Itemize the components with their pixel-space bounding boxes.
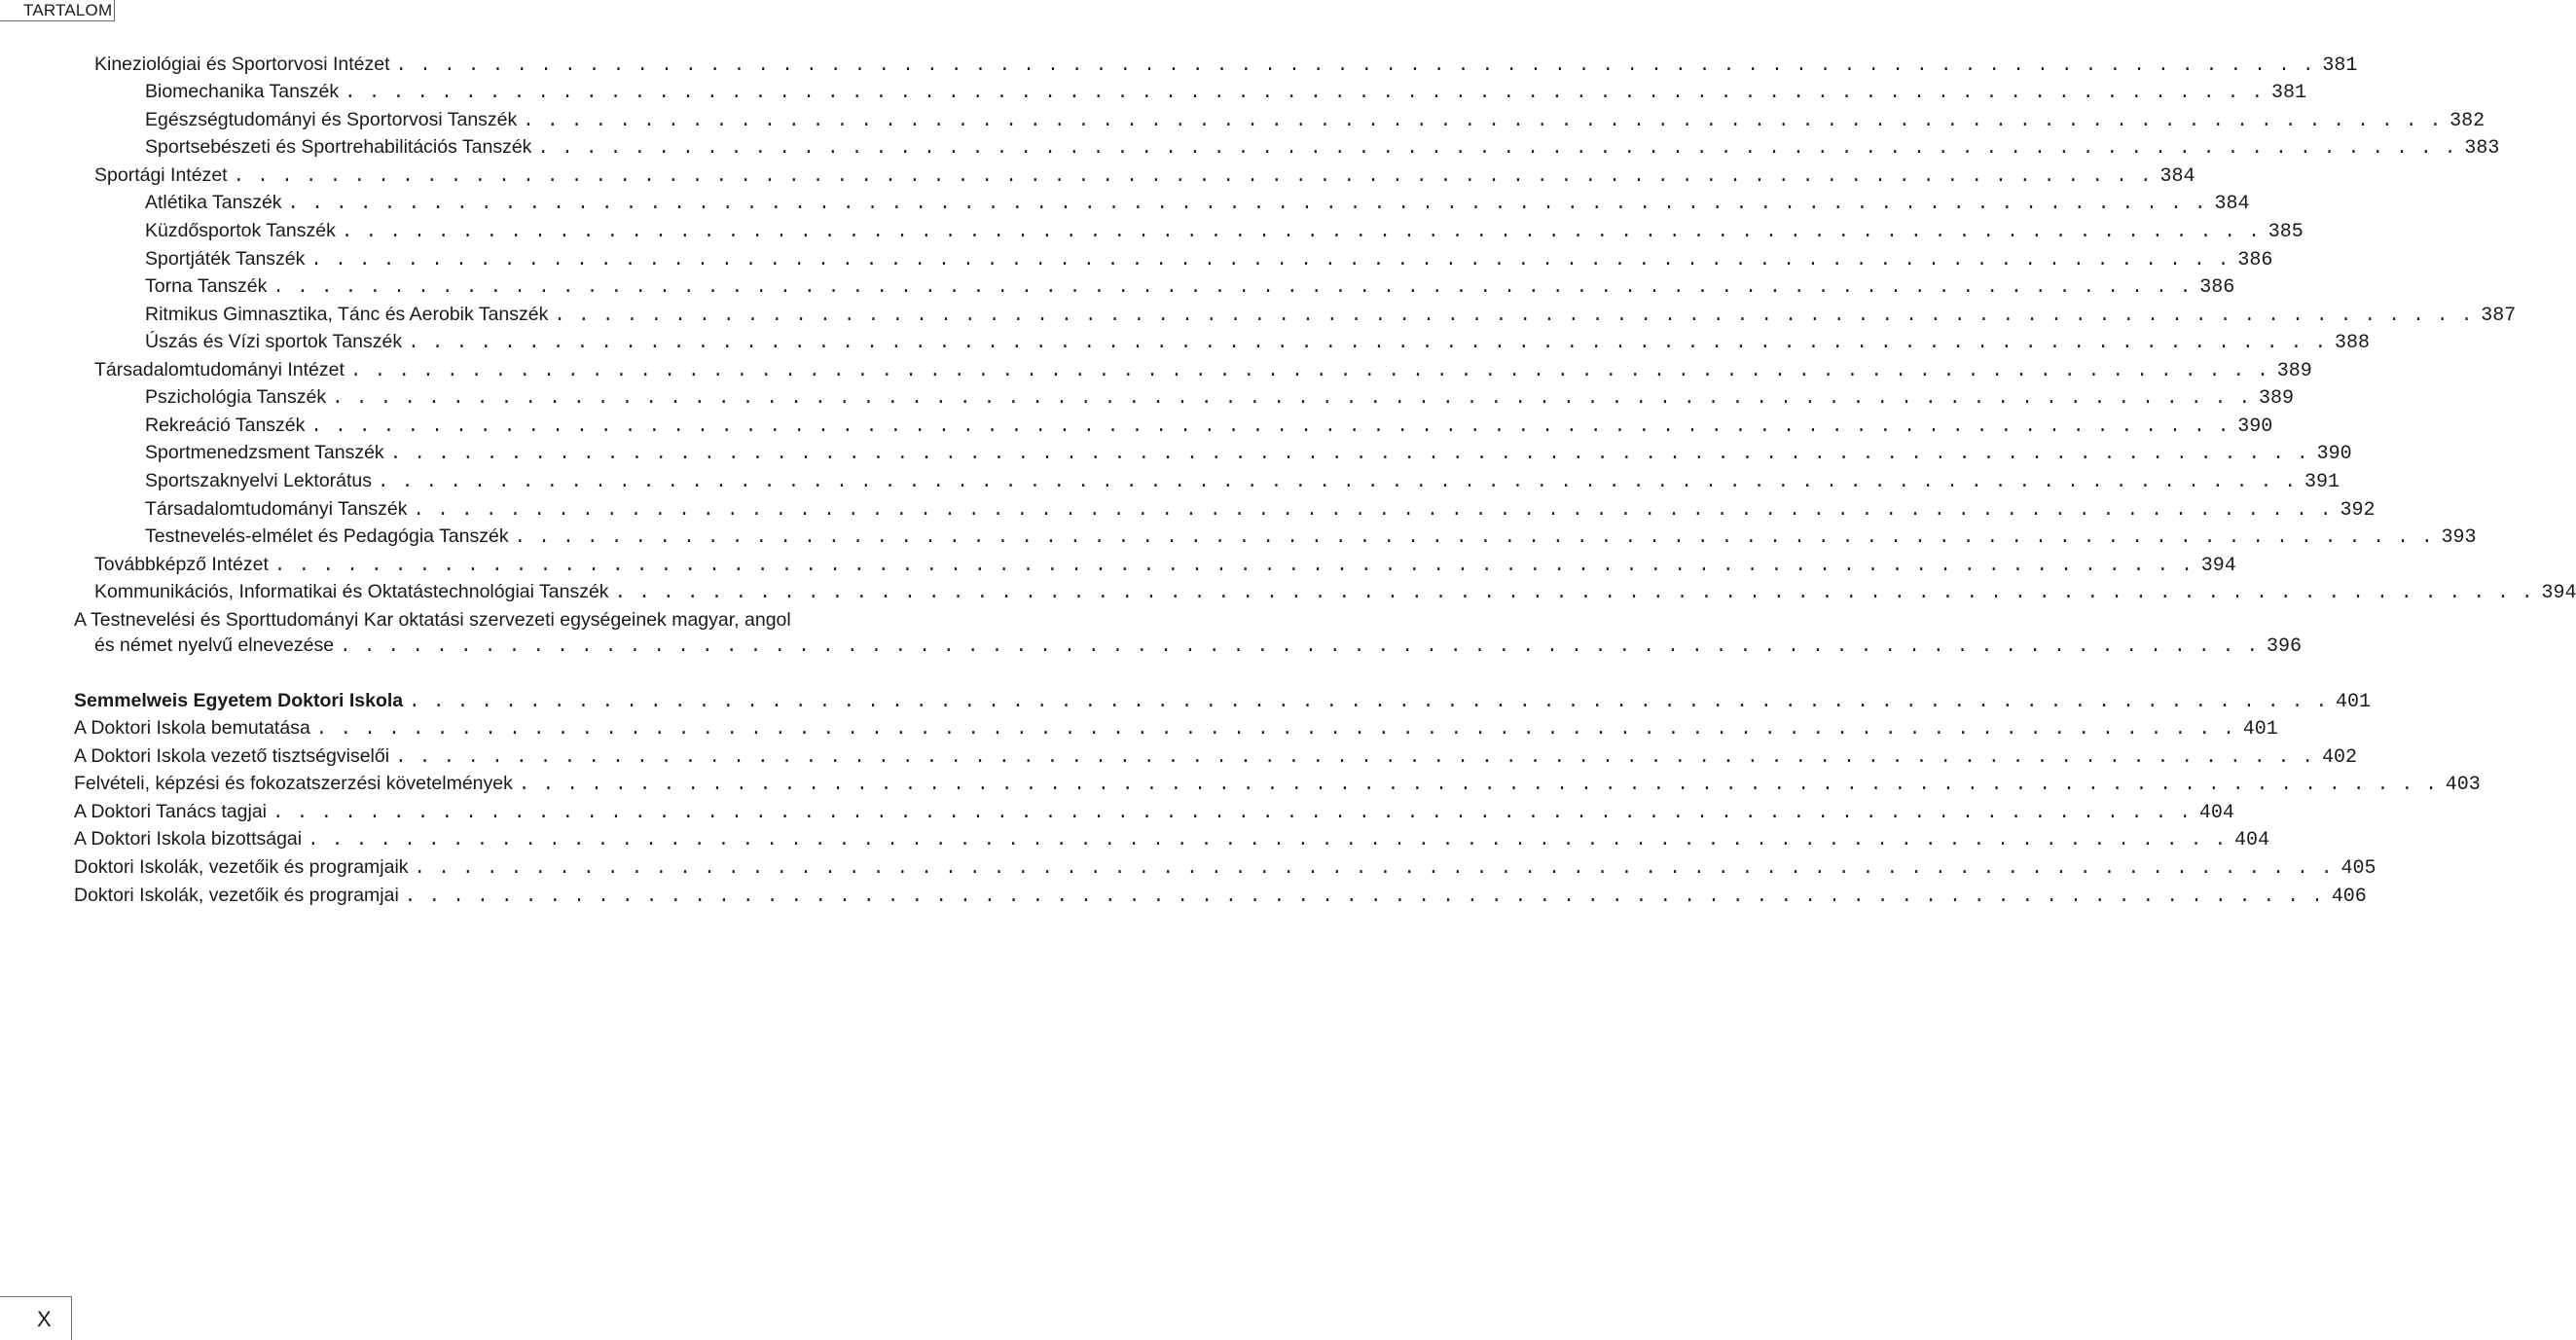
toc-entry-title: Úszás és Vízi sportok Tanszék — [145, 331, 403, 352]
toc-entry-title: Ritmikus Gimnasztika, Tánc és Aerobik Tanszék — [145, 304, 549, 325]
dot-leader: . . . . . . . . . . . . . . . . . . . . . . . . . . . . . . . . . . . . . . . . . . . . . . . . . . . . . . . . . . . . . . . . . . . . . . . . . . . . . . . . — [395, 54, 2315, 76]
toc-entry-title: Továbbképző Intézet — [94, 554, 269, 575]
toc-entry-page: 385 — [2268, 221, 2304, 243]
dot-leader: . . . . . . . . . . . . . . . . . . . . . . . . . . . . . . . . . . . . . . . . . . . . . . . . . . . . . . . . . . . . . . . . . . . . . . . . . . . . . . . . — [272, 276, 2193, 298]
dot-leader: . . . . . . . . . . . . . . . . . . . . . . . . . . . . . . . . . . . . . . . . . . . . . . . . . . . . . . . . . . . . . . . . . . . . . . . . . . . . . . . . — [614, 582, 2534, 603]
toc-entry-title: Sportszaknyelvi Lektorátus — [145, 470, 373, 491]
toc-entry-page: 381 — [2271, 82, 2307, 104]
toc-entry[interactable] — [0, 439, 2352, 467]
toc-entry-title: Sportági Intézet — [94, 164, 228, 186]
toc-entry-title: Kommunikációs, Informatikai és Oktatástechnológiai Tanszék — [94, 581, 609, 602]
toc-entry-page: 396 — [2266, 635, 2302, 658]
toc-entry-title: Doktori Iskolák, vezetőik és programjai — [74, 885, 399, 906]
dot-leader: . . . . . . . . . . . . . . . . . . . . . . . . . . . . . . . . . . . . . . . . . . . . . . . . . . . . . . . . . . . . . . . . . . . . . . . . . . . . . . . . — [413, 499, 2333, 521]
dot-leader: . . . . . . . . . . . . . . . . . . . . . . . . . . . . . . . . . . . . . . . . . . . . . . . . . . . . . . . . . . . . . . . . . . . . . . . . . . . . . . . . — [414, 857, 2334, 879]
dot-leader: . . . . . . . . . . . . . . . . . . . . . . . . . . . . . . . . . . . . . . . . . . . . . . . . . . . . . . . . . . . . . . . . . . . . . . . . . . . . . . . . — [340, 635, 2259, 657]
toc-entry[interactable] — [0, 578, 2576, 606]
toc-entry-page: 390 — [2237, 416, 2273, 438]
toc-entry-title: Társadalomtudományi Intézet — [94, 359, 345, 380]
dot-leader: . . . . . . . . . . . . . . . . . . . . . . . . . . . . . . . . . . . . . . . . . . . . . . . . . . . . . . . . . . . . . . . . . . . . . . . . . . . . . . . . — [273, 555, 2194, 576]
toc-entry-title: Kineziológiai és Sportorvosi Intézet — [94, 54, 390, 75]
dot-leader: . . . . . . . . . . . . . . . . . . . . . . . . . . . . . . . . . . . . . . . . . . . . . . . . . . . . . . . . . . . . . . . . . . . . . . . . . . . . . . . . — [395, 746, 2314, 768]
toc-entry[interactable] — [0, 882, 2367, 910]
dot-leader: . . . . . . . . . . . . . . . . . . . . . . . . . . . . . . . . . . . . . . . . . . . . . . . . . . . . . . . . . . . . . . . . . . . . . . . . . . . . . . . . — [389, 443, 2309, 464]
toc-entry-title: A Doktori Iskola bizottságai — [74, 828, 303, 850]
toc-entry-page: 382 — [2449, 110, 2485, 132]
dot-leader: . . . . . . . . . . . . . . . . . . . . . . . . . . . . . . . . . . . . . . . . . . . . . . . . . . . . . . . . . . . . . . . . . . . . . . . . . . . . . . . . — [408, 332, 2327, 353]
toc-entry-title: Rekreáció Tanszék — [145, 415, 306, 436]
page-number-box — [0, 1296, 72, 1340]
toc-entry-page: 406 — [2331, 886, 2367, 908]
dot-leader: . . . . . . . . . . . . . . . . . . . . . . . . . . . . . . . . . . . . . . . . . . . . . . . . . . . . . . . . . . . . . . . . . . . . . . . . . . . . . . . . — [308, 829, 2228, 851]
toc-entry[interactable] — [0, 162, 2195, 190]
toc-entry[interactable] — [0, 78, 2307, 106]
toc-entry-title: A Doktori Iskola bemutatása — [74, 717, 310, 739]
dot-leader: . . . . . . . . . . . . . . . . . . . . . . . . . . . . . . . . . . . . . . . . . . . . . . . . . . . . . . . . . . . . . . . . . . . . . . . . . . . . . . . . — [341, 221, 2261, 242]
toc-entry[interactable] — [0, 853, 2376, 882]
toc-entry-page: 404 — [2234, 829, 2270, 851]
page-number: X — [37, 1307, 52, 1331]
dot-leader: . . . . . . . . . . . . . . . . . . . . . . . . . . . . . . . . . . . . . . . . . . . . . . . . . . . . . . . . . . . . . . . . . . . . . . . . . . . . . . . . — [554, 305, 2474, 326]
toc-entry[interactable] — [0, 495, 2376, 524]
dot-leader: . . . . . . . . . . . . . . . . . . . . . . . . . . . . . . . . . . . . . . . . . . . . . . . . . . . . . . . . . . . . . . . . . . . . . . . . . . . . . . . . — [345, 82, 2264, 103]
toc-entry[interactable] — [0, 51, 2358, 79]
toc-entry-page: 403 — [2445, 774, 2481, 796]
toc-entry-title: Atlétika Tanszék — [145, 192, 282, 213]
toc-entry-page: 390 — [2316, 443, 2352, 465]
toc-entry[interactable] — [0, 328, 2371, 356]
toc-entry[interactable] — [0, 106, 2485, 134]
toc-entry-page: 381 — [2322, 54, 2358, 77]
toc-entry-page: 404 — [2198, 802, 2234, 824]
dot-leader: . . . . . . . . . . . . . . . . . . . . . . . . . . . . . . . . . . . . . . . . . . . . . . . . . . . . . . . . . . . . . . . . . . . . . . . . . . . . . . . . — [315, 718, 2235, 740]
dot-leader: . . . . . . . . . . . . . . . . . . . . . . . . . . . . . . . . . . . . . . . . . . . . . . . . . . . . . . . . . . . . . . . . . . . . . . . . . . . . . . . . — [349, 360, 2269, 381]
toc-entry[interactable] — [0, 301, 2517, 329]
section-header: TARTALOM — [23, 1, 113, 19]
toc-entry-title-line1: A Testnevelési és Sporttudományi Kar oktatási szervezeti egységeinek magyar, angol — [74, 609, 791, 631]
toc-entry[interactable] — [0, 551, 2236, 579]
dot-leader: . . . . . . . . . . . . . . . . . . . . . . . . . . . . . . . . . . . . . . . . . . . . . . . . . . . . . . . . . . . . . . . . . . . . . . . . . . . . . . . . — [523, 110, 2443, 131]
toc-entry-page: 402 — [2321, 746, 2357, 769]
toc-entry[interactable] — [0, 714, 2278, 742]
toc-entry-title: A Doktori Iskola vezető tisztségviselői — [74, 745, 390, 767]
toc-entry-title: Felvételi, képzési és fokozatszerzési követelmények — [74, 773, 513, 794]
toc-entry[interactable] — [0, 272, 2235, 301]
toc-entry-page: 389 — [2276, 360, 2312, 382]
toc-entry-title: Társadalomtudományi Tanszék — [145, 498, 408, 520]
dot-leader: . . . . . . . . . . . . . . . . . . . . . . . . . . . . . . . . . . . . . . . . . . . . . . . . . . . . . . . . . . . . . . . . . . . . . . . . . . . . . . . . — [404, 886, 2324, 907]
toc-entry[interactable] — [0, 609, 2302, 660]
toc-entry-title: Testnevelés-elmélet és Pedagógia Tanszék — [145, 525, 509, 547]
toc-entry[interactable] — [0, 798, 2234, 826]
toc-entry-page: 383 — [2464, 137, 2500, 160]
dot-leader: . . . . . . . . . . . . . . . . . . . . . . . . . . . . . . . . . . . . . . . . . . . . . . . . . . . . . . . . . . . . . . . . . . . . . . . . . . . . . . . . — [409, 691, 2329, 712]
toc-entry[interactable] — [0, 687, 2372, 715]
toc-entry-title: Sportmenedzsment Tanszék — [145, 442, 384, 463]
toc-entry[interactable] — [0, 383, 2295, 412]
dot-leader: . . . . . . . . . . . . . . . . . . . . . . . . . . . . . . . . . . . . . . . . . . . . . . . . . . . . . . . . . . . . . . . . . . . . . . . . . . . . . . . . — [514, 526, 2434, 548]
toc-entry[interactable] — [0, 189, 2250, 217]
toc-entry-page: 386 — [2237, 249, 2273, 272]
toc-entry[interactable] — [0, 356, 2312, 384]
dot-leader: . . . . . . . . . . . . . . . . . . . . . . . . . . . . . . . . . . . . . . . . . . . . . . . . . . . . . . . . . . . . . . . . . . . . . . . . . . . . . . . . — [332, 387, 2251, 409]
toc-entry-title: Semmelweis Egyetem Doktori Iskola — [74, 690, 404, 711]
dot-leader: . . . . . . . . . . . . . . . . . . . . . . . . . . . . . . . . . . . . . . . . . . . . . . . . . . . . . . . . . . . . . . . . . . . . . . . . . . . . . . . . — [310, 249, 2231, 271]
toc-entry-page: 387 — [2481, 305, 2517, 327]
toc-entry-page: 401 — [2242, 718, 2278, 741]
toc-entry-page: 389 — [2259, 387, 2295, 410]
toc-entry-page: 388 — [2335, 332, 2371, 354]
toc-entry-title: és német nyelvű elnevezése — [94, 634, 335, 656]
toc-entry-title: Doktori Iskolák, vezetőik és programjaik — [74, 856, 409, 878]
toc-entry[interactable] — [0, 412, 2273, 440]
toc-entry-page: 384 — [2159, 165, 2195, 188]
dot-leader: . . . . . . . . . . . . . . . . . . . . . . . . . . . . . . . . . . . . . . . . . . . . . . . . . . . . . . . . . . . . . . . . . . . . . . . . . . . . . . . . — [233, 165, 2153, 187]
toc-entry-title: A Doktori Tanács tagjai — [74, 801, 267, 822]
toc-entry-title: Sportjáték Tanszék — [145, 248, 306, 270]
toc-entry-page: 401 — [2336, 691, 2372, 713]
toc-entry[interactable] — [0, 217, 2304, 245]
dot-leader: . . . . . . . . . . . . . . . . . . . . . . . . . . . . . . . . . . . . . . . . . . . . . . . . . . . . . . . . . . . . . . . . . . . . . . . . . . . . . . . . — [537, 137, 2457, 159]
dot-leader: . . . . . . . . . . . . . . . . . . . . . . . . . . . . . . . . . . . . . . . . . . . . . . . . . . . . . . . . . . . . . . . . . . . . . . . . . . . . . . . . — [287, 193, 2207, 214]
toc-entry[interactable] — [0, 133, 2500, 162]
toc-entry-page: 391 — [2304, 471, 2340, 493]
toc-entry-page: 393 — [2441, 526, 2477, 549]
toc-entry-page: 394 — [2541, 582, 2576, 604]
dot-leader: . . . . . . . . . . . . . . . . . . . . . . . . . . . . . . . . . . . . . . . . . . . . . . . . . . . . . . . . . . . . . . . . . . . . . . . . . . . . . . . . — [310, 416, 2231, 437]
toc-entry-title: Sportsebészeti és Sportrehabilitációs Tanszék — [145, 136, 532, 158]
toc-entry-page: 392 — [2340, 499, 2376, 522]
toc-entry[interactable] — [0, 742, 2357, 771]
toc-entry-page: 386 — [2199, 276, 2235, 299]
toc-entry[interactable] — [0, 825, 2270, 853]
toc-entry-title: Pszichológia Tanszék — [145, 386, 327, 408]
toc-entry[interactable] — [0, 523, 2477, 551]
toc-entry-title: Küzdősportok Tanszék — [145, 220, 336, 241]
toc-entry-title: Torna Tanszék — [145, 275, 268, 297]
toc-entry-title: Egészségtudományi és Sportorvosi Tanszék — [145, 109, 518, 130]
dot-leader: . . . . . . . . . . . . . . . . . . . . . . . . . . . . . . . . . . . . . . . . . . . . . . . . . . . . . . . . . . . . . . . . . . . . . . . . . . . . . . . . — [518, 774, 2438, 795]
toc-entry[interactable] — [0, 245, 2273, 273]
toc-entry-page: 405 — [2340, 857, 2376, 880]
toc-entry[interactable] — [0, 467, 2340, 495]
toc-entry-page: 394 — [2200, 555, 2236, 577]
toc-entry[interactable] — [0, 770, 2481, 798]
toc-entry-title: Biomechanika Tanszék — [145, 81, 340, 102]
toc-entry-page: 384 — [2214, 193, 2250, 215]
dot-leader: . . . . . . . . . . . . . . . . . . . . . . . . . . . . . . . . . . . . . . . . . . . . . . . . . . . . . . . . . . . . . . . . . . . . . . . . . . . . . . . . — [272, 802, 2192, 823]
dot-leader: . . . . . . . . . . . . . . . . . . . . . . . . . . . . . . . . . . . . . . . . . . . . . . . . . . . . . . . . . . . . . . . . . . . . . . . . . . . . . . . . — [378, 471, 2297, 492]
